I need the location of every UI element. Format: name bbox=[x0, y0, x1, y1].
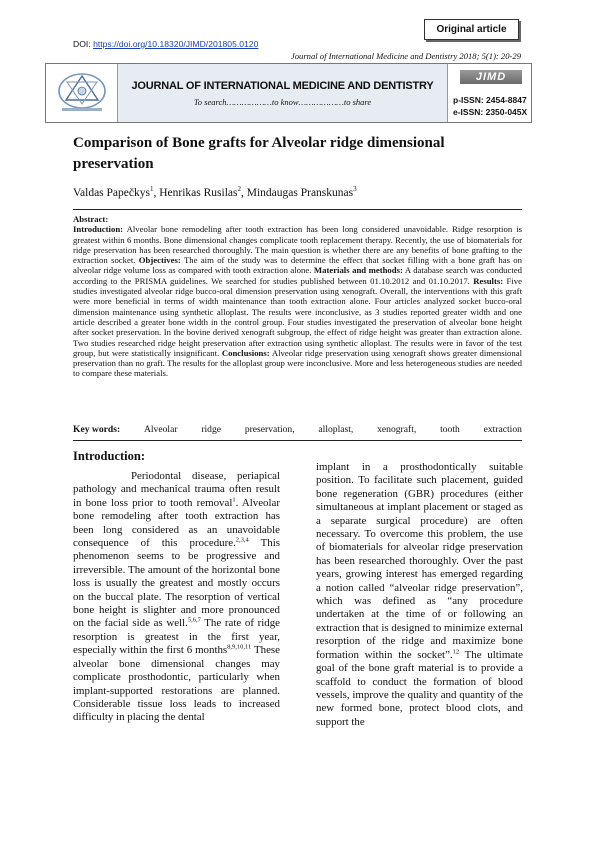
keywords-label: Key words: bbox=[73, 424, 121, 435]
author-separator: , bbox=[153, 186, 160, 199]
author-affiliation: 1 bbox=[149, 185, 154, 193]
abstract-intro-text: Alveolar bone remodeling after tooth extraction has been long considered unavoidable. Ridge resorption is greatest within 6 months. Bone dimensional changes complicate tooth replacement therapy. Recently, the use of biomaterials for ridge preservation has been researched thoroughly. The main question is whether there are any benefits of bone grafting to the extraction socket. bbox=[73, 224, 522, 266]
doi-link[interactable]: https://doi.org/10.18320/JIMD/201805.0120 bbox=[93, 39, 259, 49]
doi-line bbox=[73, 39, 258, 49]
author-name: Mindaugas Pranskunas bbox=[246, 186, 354, 199]
intro-text: . Alveolar bone remodeling after tooth extraction has been long considered as an unavoidable consequence of this procedure. bbox=[73, 496, 280, 550]
journal-emblem-icon bbox=[46, 64, 118, 122]
citation-ref: 8,9,10,11 bbox=[227, 643, 252, 651]
journal-citation: Journal of International Medicine and Dentistry 2018; 5(1): 20-29 bbox=[290, 51, 521, 61]
print-issn: p-ISSN: 2454-8847 bbox=[453, 95, 527, 105]
abstract-objectives-text: The aim of the study was to determine the effect that socket filling with a bone graft has on alveolar ridge volume loss as compared with tooth extraction alone. bbox=[73, 255, 522, 276]
keyword: extraction bbox=[483, 424, 522, 435]
abstract-conclusions-text: Alveolar ridge preservation using xenograft shows greater dimensional preservation than no graft. The results for the alloplast group were inconclusive. More and less heterogeneous studies are needed to compare these materials. bbox=[73, 347, 522, 379]
abstract-heading: Abstract: bbox=[73, 214, 109, 224]
abstract-intro-label: Introduction: bbox=[73, 224, 124, 235]
intro-text: These alveolar bone dimensional changes may complicate prosthodontic, particularly when implant-supported restorations are planned. Considerable tissue loss leads to increased difficulty in placing the dental bbox=[73, 644, 281, 724]
introduction-heading: Introduction: bbox=[73, 449, 146, 463]
masthead-banner bbox=[118, 64, 447, 122]
author-name: Valdas Papečkys bbox=[73, 186, 150, 199]
intro-text: This phenomenon seems to be progressive and irreversible. The amount of the horizontal bone loss is usually the greatest and mostly occurs on the buccal plate. The resorption of vertical bone height is slighter and more pronounced on the facial side as well. bbox=[73, 537, 280, 630]
keyword: Alveolar bbox=[143, 424, 178, 435]
citation-ref: 12 bbox=[452, 648, 460, 656]
journal-masthead bbox=[45, 63, 532, 123]
journal-logo bbox=[46, 64, 118, 122]
journal-name: JOURNAL OF INTERNATIONAL MEDICINE AND DENTISTRY bbox=[131, 80, 434, 92]
keyword: alloplast, bbox=[318, 424, 354, 435]
keywords-line bbox=[73, 424, 522, 435]
electronic-issn: e-ISSN: 2350-045X bbox=[453, 107, 528, 117]
introduction-left-column bbox=[73, 470, 280, 725]
abstract bbox=[73, 214, 522, 379]
article-title: Comparison of Bone grafts for Alveolar ridge dimensional preservation bbox=[73, 135, 445, 172]
abstract-methods-label: Materials and methods: bbox=[313, 265, 403, 276]
citation-ref: 2,3,4 bbox=[235, 536, 249, 544]
abstract-results-text: Five studies investigated alveolar ridge bucco-oral dimension preservation using xenograft. Overall, the interventions with this graft were more beneficial in terms of width maintenance than tooth extraction alone. Four articles analyzed socket bucco-oral dimension maintenance using synthetic alloplast. The results were inconclusive, as 3 studies reported greater width and one article described a greater bone width in the control group. Four studies investigated the preservation of alveolar bone height after socket preservation. In the bovine derived xenograft subgroup, the effect of ridge height was greater than extraction alone. Two studies researched ridge height preservation after extraction using synthetic alloplast. The results were in favor of the test group, but were statistically insignificant. bbox=[73, 275, 522, 358]
abstract-top-rule bbox=[73, 209, 522, 210]
author-affiliation: 2 bbox=[237, 185, 241, 193]
abstract-objectives-label: Objectives: bbox=[138, 255, 181, 266]
keyword: xenograft, bbox=[377, 424, 417, 435]
intro-text: implant in a prosthodontically suitable position. To facilitate such placement, guided bone regeneration (GBR) procedures (either simultaneous at implant placement or staged as a separate surgical procedure) are often necessary. To overcome this problem, the use of biomaterials for alveolar ridge preservation has been researched thoroughly. Over the past years, growing interest has emerged regarding a notion called “alveolar ridge preservation”, which was defined as “any procedure undertaken at the time of or following an extraction that is designed to minimize external resorption of the ridge and maximize bone formation within the socket”. bbox=[316, 461, 523, 661]
doi-label: DOI: bbox=[73, 39, 94, 49]
intro-text: The ultimate goal of the bone graft material is to provide a scaffold to conduct the formation of blood vessels, improve the quality and quantity of the new formed bone, protect blood clots, and support the bbox=[316, 648, 523, 728]
citation-ref: 5,6,7 bbox=[187, 616, 201, 624]
abstract-methods-text: A database search was conducted according to the PRISMA guidelines. We searched for studies published between 01.10.2012 and 01.10.2017. bbox=[73, 265, 522, 286]
article-type-badge: Original article bbox=[424, 19, 519, 40]
issn-panel bbox=[447, 64, 532, 122]
abstract-results-label: Results: bbox=[473, 275, 504, 286]
author-separator: , bbox=[240, 186, 247, 199]
introduction-right-column bbox=[316, 461, 523, 729]
author-name: Henrikas Rusilas bbox=[159, 186, 238, 199]
intro-text: Periodontal disease, periapical pathology and mechanical trauma often result in bone loss prior to tooth removal bbox=[73, 470, 280, 509]
author-affiliation: 3 bbox=[353, 185, 357, 193]
keyword: tooth bbox=[440, 424, 460, 435]
keyword: preservation, bbox=[244, 424, 295, 435]
journal-motto: To search………………to know………………to share bbox=[193, 97, 372, 107]
citation-ref: 1 bbox=[232, 496, 236, 504]
author-list bbox=[73, 185, 357, 199]
abstract-bottom-rule bbox=[73, 440, 522, 441]
intro-text: The rate of ridge resorption is greatest in the first year, especially within the first 6 months bbox=[73, 617, 280, 657]
keyword: ridge bbox=[201, 424, 222, 435]
abstract-conclusions-label: Conclusions: bbox=[221, 347, 270, 358]
jimd-logo: JIMD bbox=[460, 70, 522, 84]
